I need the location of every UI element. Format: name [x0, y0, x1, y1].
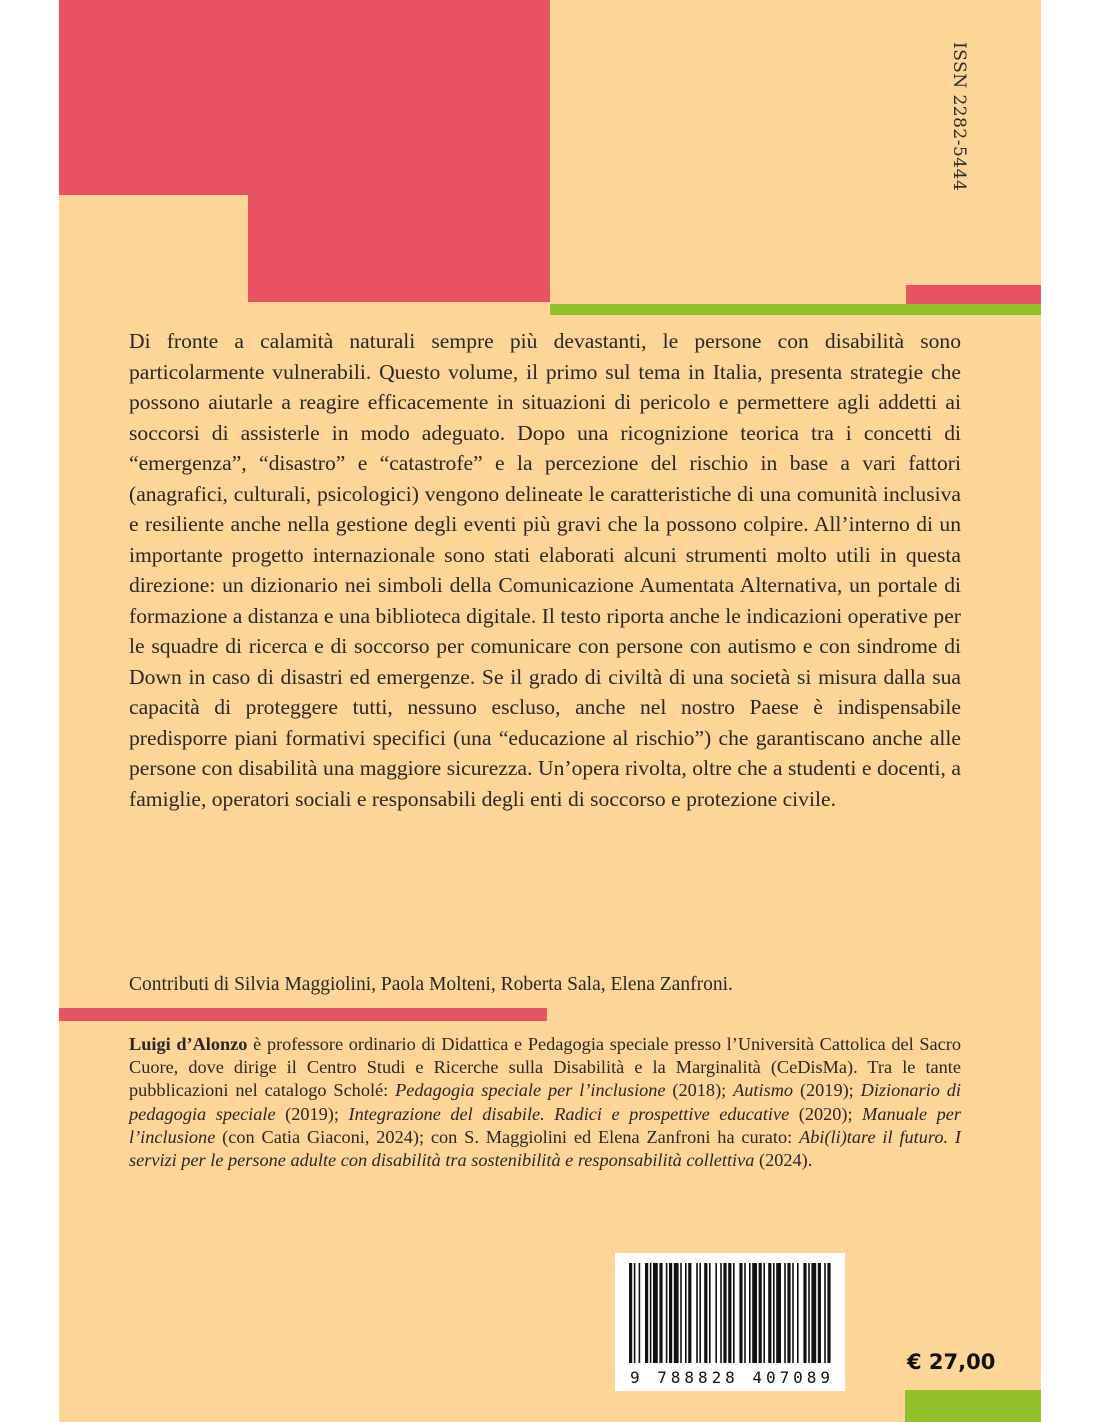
barcode-bar: [666, 1263, 668, 1363]
pink-block-middle: [248, 195, 550, 302]
contributors-line: Contributi di Silvia Maggiolini, Paola Molteni, Roberta Sala, Elena Zanfroni.: [129, 974, 733, 995]
barcode-bar: [773, 1263, 775, 1363]
barcode-bar: [776, 1263, 781, 1363]
back-cover: [59, 0, 1041, 1422]
barcode-bar: [696, 1263, 698, 1363]
green-block-bottom: [905, 1390, 1041, 1422]
barcode-bar: [749, 1263, 751, 1363]
barcode-bar: [653, 1263, 658, 1363]
barcode-bar: [752, 1263, 757, 1363]
barcode: [615, 1253, 845, 1391]
barcode-bar: [744, 1263, 746, 1363]
barcode-bar: [669, 1263, 672, 1363]
pink-block-top: [59, 0, 550, 195]
barcode-bar: [629, 1263, 632, 1363]
barcode-bar: [818, 1263, 821, 1363]
barcode-bar: [768, 1263, 771, 1363]
barcode-bar: [759, 1263, 762, 1363]
author-bio: Luigi d’Alonzo è professore ordinario di Didattica e Pedagogia speciale presso l’Università Cattolica del Sacro Cuore, dove dirige il Centro Studi e Ricerche sulla Disabilità e la Marginalità (CeDisMa). Tra le tante pubblicazioni nel catalogo Scholé: Pedagogia speciale per l’inclusione (2018); Autismo (2019); Dizionario di pedagogia speciale (2019); Integrazione del disabile. Radici e prospettive educative (2020); Manuale per l’inclusione (con Catia Giaconi, 2024); con S. Maggiolini ed Elena Zanfroni ha curato: Abi(li)tare il futuro. I servizi per le persone adulte con disabilità tra sostenibilità e responsabilità collettiva (2024).: [129, 1034, 962, 1171]
price-label: € 27,00: [907, 1350, 996, 1374]
book-description: Di fronte a calamità naturali sempre più devastanti, le persone con disabilità sono particolarmente vulnerabili. Questo volume, il primo sul tema in Italia, presenta strategie che possono aiutarle a reagire efficacemente in situazioni di pericolo e permettere agli addetti ai soccorsi di assisterle in modo adeguato. Dopo una ricognizione teorica tra i concetti di “emergenza”, “disastro” e “catastrofe” e la percezione del rischio in base a vari fattori (anagrafici, culturali, psicologici) vengono delineate le caratteristiche di una comunità inclusiva e resiliente anche nella gestione degli eventi più gravi che la possono colpire. All’interno di un importante progetto internazionale sono stati elaborati alcuni strumenti molto utili in questa direzione: un dizionario nei simboli della Comunicazione Aumentata Alternativa, un portale di formazione a distanza e una biblioteca digitale. Il testo riporta anche le indicazioni operative per le squadre di ricerca e di soccorso per comunicare con persone con autismo e con sindrome di Down in caso di disastri ed emergenze. Se il grado di civiltà di una società si misura dalla sua capacità di proteggere tutti, nessuno escluso, anche nel nostro Paese è indispensabile predisporre piani formativi specifici (una “educazione al rischio”) che garantiscano anche alle persone con disabilità una maggiore sicurezza. Un’opera rivolta, oltre che a studenti e docenti, a famiglie, operatori sociali e responsabili degli enti di soccorso e protezione civile.: [129, 329, 961, 811]
barcode-bar: [723, 1263, 726, 1363]
barcode-bar: [634, 1263, 636, 1363]
barcode-number: 9 788828 407089: [630, 1368, 830, 1387]
barcode-bar: [720, 1263, 722, 1363]
barcode-bar: [739, 1263, 742, 1363]
barcode-bar: [674, 1263, 679, 1363]
barcode-bar: [704, 1263, 707, 1363]
issn-label: ISSN 2282-5444: [949, 42, 969, 192]
barcode-bar: [709, 1263, 711, 1363]
barcode-bar: [688, 1263, 691, 1363]
barcode-bar: [728, 1263, 731, 1363]
barcode-bar: [715, 1263, 717, 1363]
green-band: [550, 304, 1041, 315]
barcode-bar: [792, 1263, 794, 1363]
barcode-bar: [803, 1263, 806, 1363]
barcode-bar: [733, 1263, 735, 1363]
barcode-bar: [824, 1263, 826, 1363]
barcode-bar: [827, 1263, 830, 1363]
barcode-bar: [639, 1263, 641, 1363]
barcode-bar: [699, 1263, 701, 1363]
pink-divider: [59, 1008, 547, 1021]
pink-block-right: [906, 285, 1041, 304]
barcode-bar: [811, 1263, 816, 1363]
barcode-bar: [808, 1263, 810, 1363]
author-name: Luigi d’Alonzo: [129, 1034, 248, 1054]
barcode-bar: [784, 1263, 786, 1363]
barcode-bar: [763, 1263, 765, 1363]
barcode-bar: [685, 1263, 687, 1363]
barcode-bar: [650, 1263, 652, 1363]
barcode-bar: [680, 1263, 682, 1363]
barcode-bars: [615, 1253, 845, 1391]
barcode-bar: [797, 1263, 799, 1363]
barcode-bar: [787, 1263, 790, 1363]
barcode-bar: [645, 1263, 648, 1363]
barcode-bar: [659, 1263, 662, 1363]
